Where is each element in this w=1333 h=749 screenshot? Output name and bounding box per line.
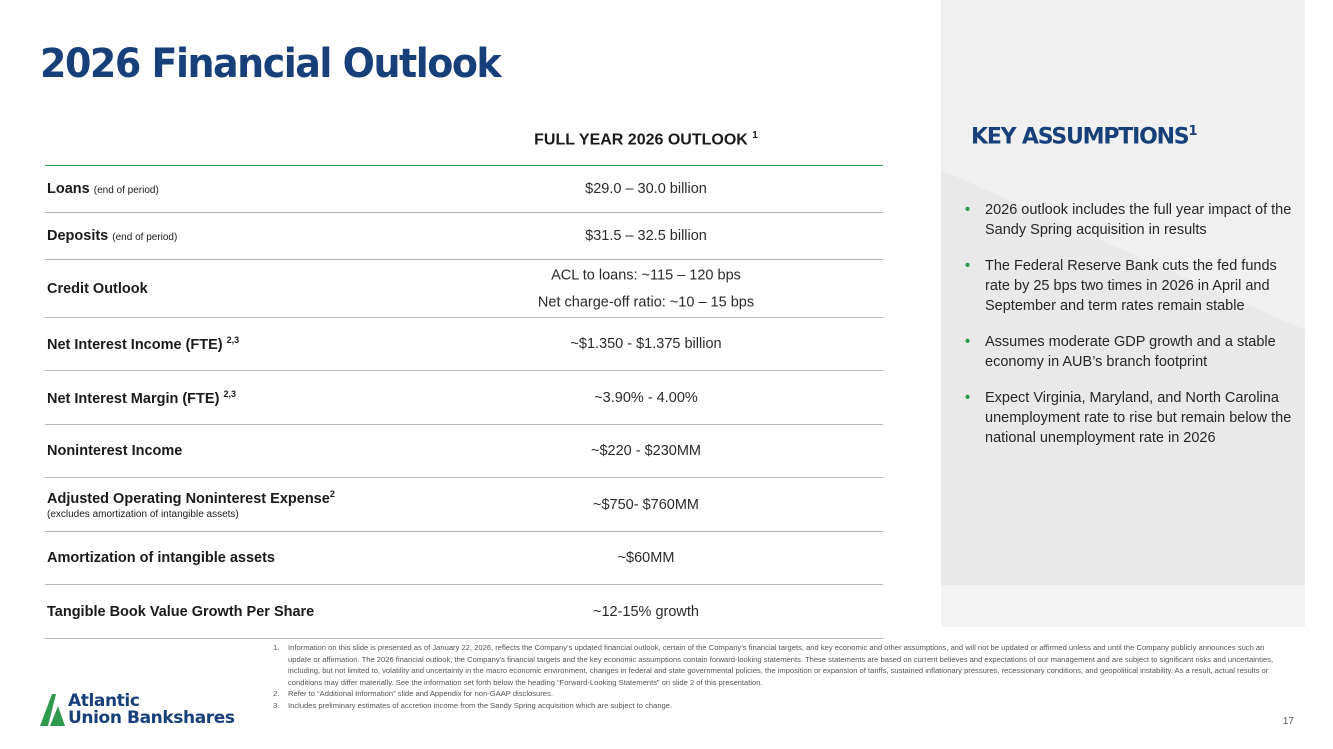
outlook-header-text: FULL YEAR 2026 OUTLOOK bbox=[534, 131, 748, 149]
row-footnote-ref: 2,3 bbox=[226, 335, 240, 346]
row-label-qualifier: (end of period) bbox=[112, 232, 178, 243]
row-label-text: Amortization of intangible assets bbox=[47, 550, 275, 566]
row-label-text: Net Interest Income (FTE) bbox=[47, 336, 223, 353]
row-value: ~$220 - $230MM bbox=[590, 443, 702, 459]
list-item bbox=[963, 200, 1293, 240]
row-label-note: (excludes amortization of intangible assets) bbox=[47, 509, 239, 521]
list-item-text: Assumes moderate GDP growth and a stable economy in AUB’s branch footprint bbox=[985, 334, 1276, 370]
row-value bbox=[410, 267, 882, 310]
table-row-noninterest-income bbox=[45, 425, 883, 478]
bullet-icon: • bbox=[965, 334, 971, 350]
footnote bbox=[273, 642, 1283, 688]
row-label bbox=[47, 604, 314, 620]
footnotes bbox=[273, 642, 1283, 711]
row-label-text: Adjusted Operating Noninterest Expense bbox=[47, 490, 330, 507]
row-label-text: Net Interest Margin (FTE) bbox=[47, 390, 220, 407]
row-label bbox=[47, 228, 177, 244]
list-item-text: Expect Virginia, Maryland, and North Carolina unemployment rate to rise but remain below the national unemployment rate in 2026 bbox=[985, 390, 1292, 446]
row-footnote-ref: 2,3 bbox=[223, 388, 236, 399]
table-row-deposits bbox=[45, 213, 883, 260]
row-label bbox=[47, 443, 182, 459]
outlook-table bbox=[45, 166, 883, 639]
list-item bbox=[963, 388, 1293, 448]
footnote-text: Refer to “Additional Information” slide and Appendix for non-GAAP disclosures. bbox=[288, 689, 553, 698]
row-value: $31.5 – 32.5 billion bbox=[585, 228, 707, 244]
row-footnote-ref: 2 bbox=[329, 488, 335, 499]
bullet-icon: • bbox=[965, 390, 971, 406]
table-row-credit-outlook bbox=[45, 260, 883, 318]
row-label bbox=[47, 181, 159, 197]
row-value: $29.0 – 30.0 billion bbox=[585, 181, 707, 197]
logo-line-2: Union Bankshares bbox=[68, 708, 235, 728]
logo-mark-icon bbox=[39, 693, 66, 727]
bullet-icon: • bbox=[965, 202, 971, 218]
list-item-text: The Federal Reserve Bank cuts the fed funds rate by 25 bps two times in 2026 in April and September and term rates remain stable bbox=[985, 258, 1277, 314]
row-label bbox=[47, 281, 148, 297]
row-label bbox=[47, 335, 239, 353]
table-row-tangible-book-value bbox=[45, 585, 883, 639]
page-title: 2026 Financial Outlook bbox=[40, 40, 501, 87]
table-row-net-interest-margin bbox=[45, 371, 883, 425]
key-assumptions-panel bbox=[941, 0, 1305, 627]
footnote-text: Includes preliminary estimates of accretion income from the Sandy Spring acquisition which are subject to change. bbox=[288, 700, 673, 710]
key-assumptions-title bbox=[971, 124, 1197, 149]
footnote-number: 2. bbox=[273, 689, 280, 698]
assumptions-list bbox=[963, 200, 1293, 464]
row-value-line: ACL to loans: ~115 – 120 bps bbox=[551, 267, 741, 283]
row-value: ~$1.350 - $1.375 billion bbox=[570, 336, 722, 352]
row-label bbox=[47, 489, 335, 521]
table-row-net-interest-income bbox=[45, 318, 883, 371]
row-label-text: Noninterest Income bbox=[47, 443, 183, 459]
row-label-text: Deposits bbox=[47, 228, 109, 244]
outlook-column-header bbox=[410, 130, 882, 149]
footnote-number: 1. bbox=[273, 643, 280, 652]
row-value: ~$60MM bbox=[617, 550, 675, 566]
table-row-amortization bbox=[45, 532, 883, 585]
footnote-text: Information on this slide is presented as of January 22, 2026, reflects the Company’s updated financial outlook, certain of the Company’s financial targets, and key economic and other assumptions, and will not be updated or affirmed unless and until the Company publicly announces such an update or affirmation. The 2026 financial outlook, the Company’s financial targets and the key economic assumptions contain forward-looking statements. These statements are based on current believes and expectations of our management and are subject to significant risks and uncertainties, including, but not limited to, volatility and uncertainty in the macro economic environment, changes in federal and state governmental policies, the imposition or expansion of tariffs, sustained inflationary pressures, recessionary conditions, and geopolitical instability. As a result, actual results or conditions may differ materially. See the information set forth below the heading “Forward-Looking Statements” on slide 2 of this presentation. bbox=[288, 643, 1274, 687]
table-row-loans bbox=[45, 166, 883, 213]
list-item bbox=[963, 256, 1293, 316]
list-item bbox=[963, 332, 1293, 372]
row-label-text: Credit Outlook bbox=[47, 280, 148, 297]
row-value: ~$750- $760MM bbox=[593, 496, 699, 513]
key-assumptions-title-text: KEY ASSUMPTIONS bbox=[971, 124, 1189, 150]
row-label-qualifier: (end of period) bbox=[93, 185, 159, 196]
table-row-adjusted-noninterest-expense bbox=[45, 478, 883, 532]
page-number: 17 bbox=[1282, 716, 1294, 727]
key-assumptions-footnote-ref: 1 bbox=[1188, 124, 1198, 139]
row-label-text: Tangible Book Value Growth Per Share bbox=[47, 603, 315, 620]
row-value-line: Net charge-off ratio: ~10 – 15 bps bbox=[537, 294, 755, 310]
row-label bbox=[47, 550, 275, 566]
outlook-header-footnote-ref: 1 bbox=[752, 130, 758, 141]
row-label bbox=[47, 389, 236, 407]
bullet-icon: • bbox=[965, 258, 971, 274]
list-item-text: 2026 outlook includes the full year impact of the Sandy Spring acquisition in results bbox=[985, 202, 1292, 238]
footnote bbox=[273, 688, 1283, 700]
row-value: ~12-15% growth bbox=[593, 603, 699, 620]
logo-line-1: Atlantic bbox=[68, 691, 140, 711]
footnote bbox=[273, 700, 1283, 712]
footnote-number: 3. bbox=[273, 700, 280, 710]
row-value: ~3.90% - 4.00% bbox=[594, 389, 698, 406]
logo-wordmark bbox=[68, 693, 235, 727]
row-label-text: Loans bbox=[47, 181, 90, 197]
